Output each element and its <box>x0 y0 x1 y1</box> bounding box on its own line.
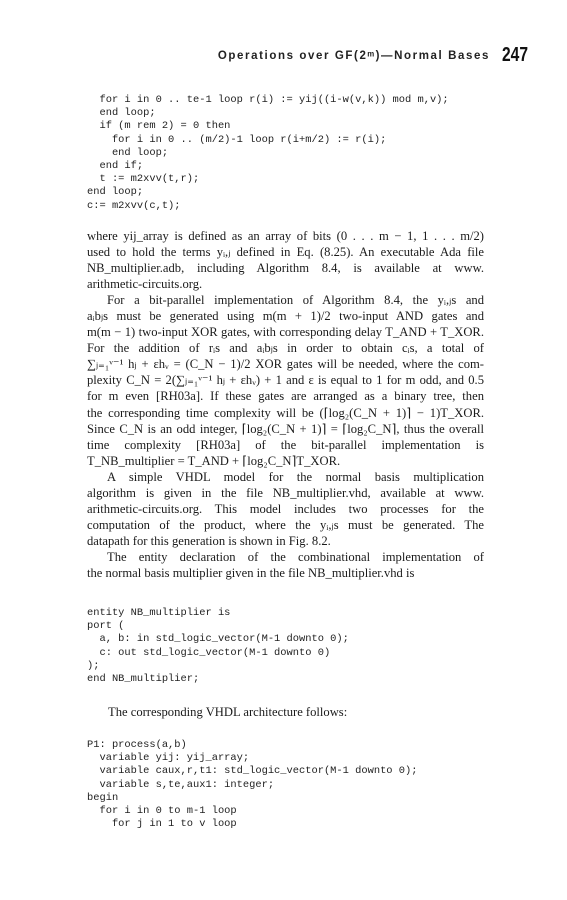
paragraph-vhdl-model <box>87 469 484 549</box>
text-line: ∑ⱼ₌₁ᵛ⁻¹ hⱼ + εhᵥ = (C_N − 1)/2 XOR gates will be needed, where the com- <box>87 357 484 372</box>
code-line: end if; <box>87 159 144 172</box>
code-line: port ( <box>87 620 125 633</box>
text-line: aᵢbⱼs must be generated using m(m + 1)/2 two-input AND gates and <box>87 309 484 324</box>
paragraph-entity-intro <box>87 549 484 581</box>
code-line: variable s,te,aux1: integer; <box>87 778 275 791</box>
code-line: variable yij: yij_array; <box>87 752 250 765</box>
text-line: for m even [RH03a]. If these gates are arranged as a binary tree, then <box>87 389 484 404</box>
code-line: t := m2xvv(t,r); <box>87 173 200 186</box>
running-head: Operations over GF(2ᵐ)—Normal Bases <box>217 50 490 62</box>
code-line: if (m rem 2) = 0 then <box>87 120 231 133</box>
body-text <box>87 228 484 581</box>
text-line: datapath for this generation is shown in Fig. 8.2. <box>87 533 331 548</box>
text-line: arithmetic-circuits.org. This model includes two processes for the <box>87 501 484 516</box>
text-line: where yij_array is defined as an array of bits (0 . . . m − 1, 1 . . . m/2) <box>87 229 484 243</box>
code-line: entity NB_multiplier is <box>87 607 231 619</box>
code-line: for i in 0 to m-1 loop <box>87 804 237 817</box>
code-line: for i in 0 .. (m/2)-1 loop r(i+m/2) := r(i); <box>87 133 387 146</box>
code-line: P1: process(a,b) <box>87 739 187 751</box>
code-line: end loop; <box>87 107 156 120</box>
paragraph-architecture-intro: The corresponding VHDL architecture follows: <box>108 705 348 719</box>
text-line: algorithm is given in the file NB_multiplier.vhd, available at www. <box>87 485 484 500</box>
text-line: The entity declaration of the combinational implementation of <box>107 549 484 564</box>
code-line: c:= m2xvv(c,t); <box>87 199 181 212</box>
text-line: computation of the product, where the yᵢ,ⱼs must be generated. The <box>87 517 484 532</box>
code-line: begin <box>87 791 119 804</box>
code-line: c: out std_logic_vector(M-1 downto 0) <box>87 646 331 659</box>
code-line: ); <box>87 659 100 672</box>
text-line: plexity C_N = 2(∑ⱼ₌₁ᵛ⁻¹ hⱼ + εhᵥ) + 1 and ε is equal to 1 for m odd, and 0.5 <box>87 373 484 388</box>
text-line: NB_multiplier.adb, including Algorithm 8.4, is available at www. <box>87 261 484 276</box>
paragraph-bit-parallel <box>87 292 484 469</box>
text-line: A simple VHDL model for the normal basis multiplication <box>107 469 484 484</box>
text-line: the normal basis multiplier given in the file NB_multiplier.vhd is <box>87 565 415 580</box>
text-line: Since C_N is an odd integer, ⌈log₂(C_N + 1)⌉ = ⌈log₂C_N⌉, thus the overall <box>87 421 484 436</box>
text-line: arithmetic-circuits.org. <box>87 277 203 292</box>
paragraph-yij-array <box>87 228 484 292</box>
text-line: T_NB_multiplier = T_AND + ⌈log₂C_N⌉T_XOR. <box>87 453 341 468</box>
code-line: variable caux,r,t1: std_logic_vector(M-1 downto 0); <box>87 765 418 778</box>
code-block-ada-loop <box>87 94 449 213</box>
code-block-vhdl-entity <box>87 607 349 686</box>
code-line: a, b: in std_logic_vector(M-1 downto 0); <box>87 633 349 646</box>
code-block-vhdl-architecture <box>87 739 417 831</box>
text-line: m(m − 1) two-input XOR gates, with corresponding delay T_AND + T_XOR. <box>87 325 484 340</box>
text-line: For the addition of rᵢs and aᵢbⱼs in order to obtain cᵢs, a total of <box>87 341 484 356</box>
code-line: for i in 0 .. te-1 loop r(i) := yij((i-w(v,k)) mod m,v); <box>87 94 449 106</box>
code-line: end loop; <box>87 146 169 159</box>
text-line: the corresponding time complexity will be (⌈log₂(C_N + 1)⌉ − 1)T_XOR. <box>87 405 484 420</box>
text-line: For a bit-parallel implementation of Algorithm 8.4, the yᵢ,ⱼs and <box>107 293 484 308</box>
text-line: time complexity [RH03a] of the bit-parallel implementation is <box>87 437 484 452</box>
page-number: 247 <box>502 44 529 66</box>
code-line: end NB_multiplier; <box>87 672 200 685</box>
code-line: for j in 1 to v loop <box>87 818 237 831</box>
code-line: end loop; <box>87 186 144 199</box>
text-line: used to hold the terms yᵢ,ⱼ defined in Eq. (8.25). An executable Ada file <box>87 245 484 260</box>
